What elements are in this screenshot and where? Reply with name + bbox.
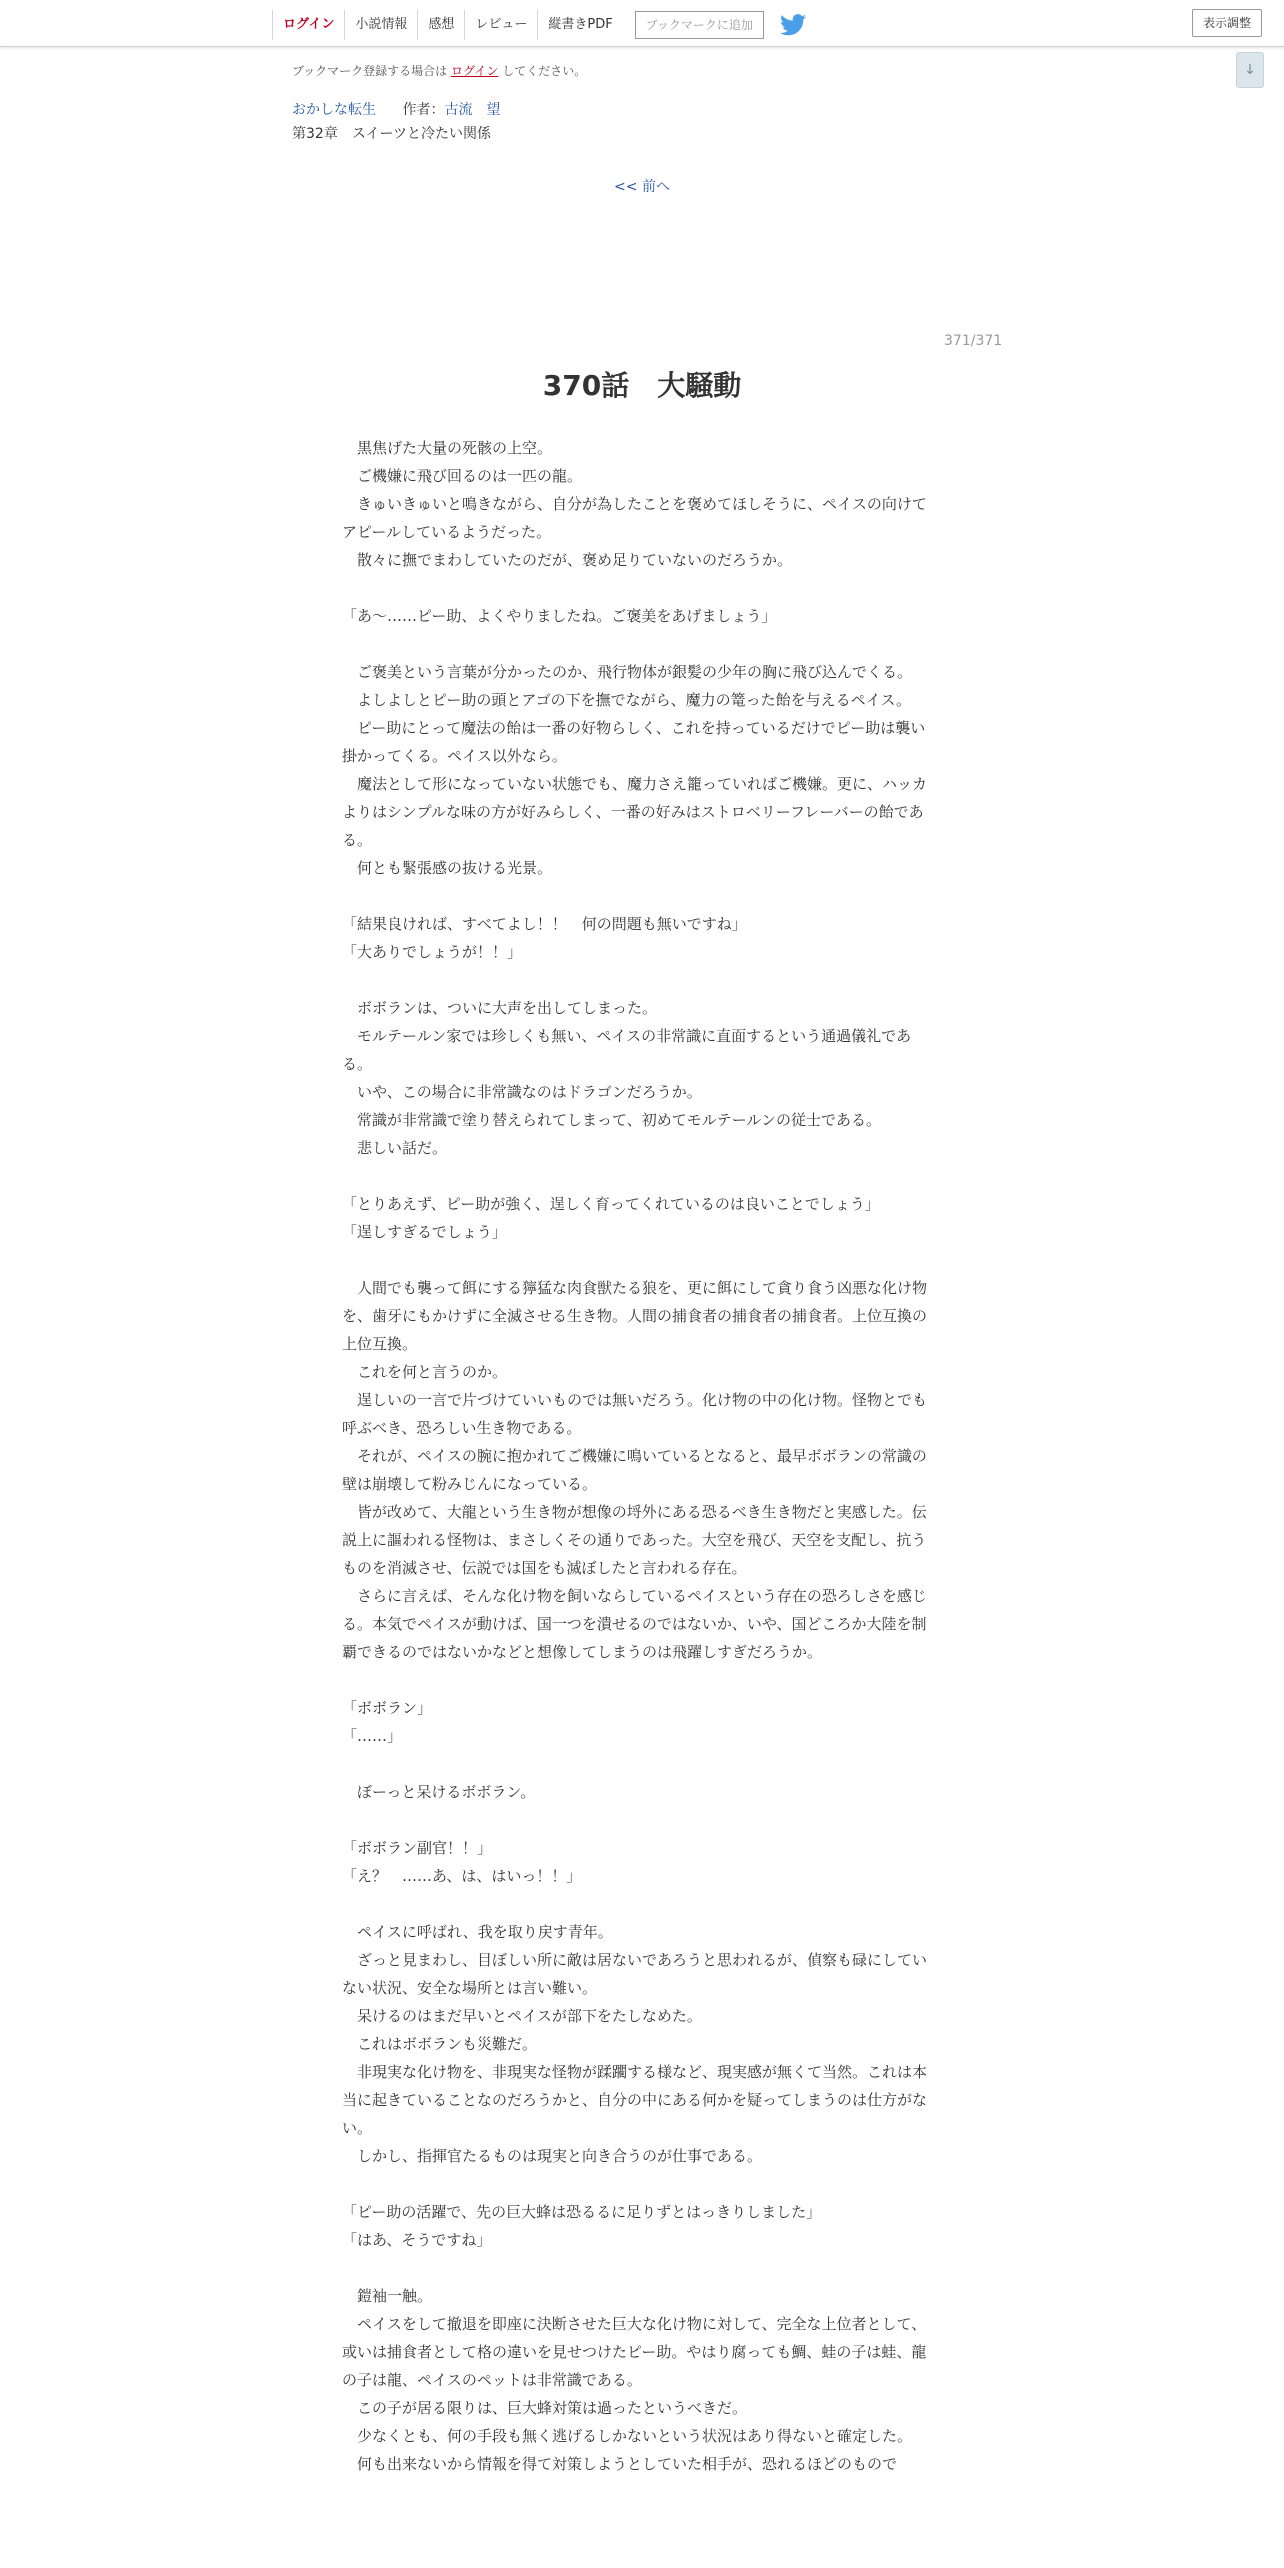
body-paragraph: 「はあ、そうですね」 bbox=[342, 2231, 492, 2249]
bookmark-login-note bbox=[292, 62, 586, 79]
series-title-link[interactable]: おかしな転生 bbox=[292, 102, 376, 118]
body-paragraph: これはボボランも災難だ。 bbox=[342, 2035, 538, 2053]
episode-title: 370話 大騒動 bbox=[542, 369, 742, 402]
novel-title-line bbox=[292, 98, 500, 122]
author-label: 作者： bbox=[402, 102, 445, 118]
body-paragraph: いや、この場合に非常識なのはドラゴンだろうか。 bbox=[342, 1083, 702, 1101]
body-paragraph: 悲しい話だ。 bbox=[342, 1139, 448, 1157]
body-paragraph: 少なくとも、何の手段も無く逃げるしかないという状況はあり得ないと確定した。 bbox=[342, 2427, 913, 2445]
blank-line bbox=[342, 2254, 936, 2282]
nav-vertical-pdf-link[interactable]: 縦書きPDF bbox=[537, 10, 622, 40]
blank-line bbox=[342, 1806, 936, 1834]
body-paragraph: 非現実な化け物を、非現実な怪物が蹂躙する様など、現実感が無くて当然。これは本当に起きていることなのだろうかと、自分の中にある何かを疑ってしまうのは仕方がない。 bbox=[342, 2063, 928, 2137]
body-paragraph: 何とも緊張感の抜ける光景。 bbox=[342, 859, 553, 877]
body-paragraph: それが、ペイスの腕に抱かれてご機嫌に鳴いているとなると、最早ボボランの常識の壁は崩壊して粉みじんになっている。 bbox=[342, 1447, 927, 1493]
body-paragraph: 「とりあえず、ピー助が強く、逞しく育ってくれているのは良いことでしょう」 bbox=[342, 1195, 880, 1213]
body-paragraph: 「ピー助の活躍で、先の巨大蜂は恐るるに足りずとはっきりしました」 bbox=[342, 2203, 822, 2221]
body-paragraph: 黒焦げた大量の死骸の上空。 bbox=[342, 439, 553, 457]
nav-novel-info-link[interactable]: 小説情報 bbox=[344, 10, 417, 40]
body-paragraph: 「あ～……ピー助、よくやりましたね。ご褒美をあげましょう」 bbox=[342, 607, 777, 625]
body-paragraph: きゅいきゅいと鳴きながら、自分が為したことを褒めてほしそうに、ペイスの向けてアピールしているようだった。 bbox=[342, 495, 927, 541]
bookmark-note-login-link[interactable]: ログイン bbox=[451, 64, 499, 78]
previous-episode-link[interactable]: << 前へ bbox=[614, 179, 670, 195]
body-paragraph: 逞しいの一言で片づけていいものでは無いだろう。化け物の中の化け物。怪物とでも呼ぶべき、恐ろしい生き物である。 bbox=[342, 1391, 928, 1437]
body-paragraph: 人間でも襲って餌にする獰猛な肉食獣たる狼を、更に餌にして貪り食う凶悪な化け物を、歯牙にもかけずに全滅させる生き物。人間の捕食者の捕食者の捕食者。上位互換の上位互換。 bbox=[342, 1279, 928, 1353]
episode-body bbox=[342, 434, 936, 2478]
nav-login-link[interactable]: ログイン bbox=[272, 10, 344, 40]
body-paragraph: 「ボボラン副官！！」 bbox=[342, 1839, 493, 1857]
body-paragraph: 常識が非常識で塗り替えられてしまって、初めてモルテールンの従士である。 bbox=[342, 1111, 882, 1129]
add-bookmark-button[interactable]: ブックマークに追加 bbox=[635, 11, 764, 39]
blank-line bbox=[342, 1890, 936, 1918]
display-settings-button[interactable]: 表示調整 bbox=[1192, 9, 1262, 37]
body-paragraph: この子が居る限りは、巨大蜂対策は過ったというべきだ。 bbox=[342, 2399, 748, 2417]
chapter-title: 第32章 スイーツと冷たい関係 bbox=[292, 126, 491, 142]
scroll-down-button[interactable]: ↓ bbox=[1236, 52, 1264, 88]
bookmark-note-text: ブックマーク登録する場合は bbox=[292, 64, 448, 78]
body-paragraph: ペイスをして撤退を即座に決断させた巨大な化け物に対して、完全な上位者として、或いは捕食者として格の違いを見せつけたピー助。やはり腐っても鯛、蛙の子は蛙、龍の子は龍、ペイスのペットは非常識である。 bbox=[342, 2315, 927, 2389]
blank-line bbox=[342, 882, 936, 910]
blank-line bbox=[342, 1750, 936, 1778]
body-paragraph: 「大ありでしょうが！！」 bbox=[342, 943, 523, 961]
body-paragraph: 「結果良ければ、すべてよし！！ 何の問題も無いですね」 bbox=[342, 915, 747, 933]
body-paragraph: 魔法として形になっていない状態でも、魔力さえ籠っていればご機嫌。更に、ハッカよりはシンプルな味の方が好みらしく、一番の好みはストロベリーフレーバーの飴である。 bbox=[342, 775, 928, 849]
author-link[interactable]: 古流 望 bbox=[444, 102, 501, 118]
top-navigation-bar bbox=[0, 0, 1284, 47]
episode-counter: 371/371 bbox=[944, 333, 1003, 349]
body-paragraph: ボボランは、ついに大声を出してしまった。 bbox=[342, 999, 658, 1017]
body-paragraph: ご褒美という言葉が分かったのか、飛行物体が銀髪の少年の胸に飛び込んでくる。 bbox=[342, 663, 913, 681]
body-paragraph: よしよしとピー助の頭とアゴの下を撫でながら、魔力の篭った飴を与えるペイス。 bbox=[342, 691, 911, 709]
body-paragraph: 鎧袖一触。 bbox=[342, 2287, 433, 2305]
body-paragraph: 「逞しすぎるでしょう」 bbox=[342, 1223, 507, 1241]
blank-line bbox=[342, 1666, 936, 1694]
body-paragraph: 呆けるのはまだ早いとペイスが部下をたしなめた。 bbox=[342, 2007, 702, 2025]
body-paragraph: ペイスに呼ばれ、我を取り戻す青年。 bbox=[342, 1923, 613, 1941]
body-paragraph: 皆が改めて、大龍という生き物が想像の埒外にある恐るべき生き物だと実感した。伝説上に謳われる怪物は、まさしくその通りであった。大空を飛び、天空を支配し、抗うものを消滅させ、伝説では国をも滅ぼしたと言われる存在。 bbox=[342, 1503, 927, 1577]
body-paragraph: 「え？ ……あ、は、はいっ！！」 bbox=[342, 1867, 582, 1885]
novel-meta bbox=[292, 98, 500, 146]
body-paragraph: ぼーっと呆けるボボラン。 bbox=[342, 1783, 536, 1801]
body-paragraph: これを何と言うのか。 bbox=[342, 1363, 508, 1381]
body-paragraph: しかし、指揮官たるものは現実と向き合うのが仕事である。 bbox=[342, 2147, 763, 2165]
bookmark-note-text-after: してください。 bbox=[502, 64, 587, 78]
body-paragraph: ご機嫌に飛び回るのは一匹の龍。 bbox=[342, 467, 583, 485]
twitter-bird-icon[interactable] bbox=[780, 14, 806, 36]
blank-line bbox=[342, 2170, 936, 2198]
body-paragraph: モルテールン家では珍しくも無い、ペイスの非常識に直面するという通過儀礼である。 bbox=[342, 1027, 912, 1073]
blank-line bbox=[342, 966, 936, 994]
body-paragraph: ピー助にとって魔法の飴は一番の好物らしく、これを持っているだけでピー助は襲い掛かってくる。ペイス以外なら。 bbox=[342, 719, 926, 765]
blank-line bbox=[342, 630, 936, 658]
nav-review-link[interactable]: レビュー bbox=[464, 10, 537, 40]
body-paragraph: さらに言えば、そんな化け物を飼いならしているペイスという存在の恐ろしさを感じる。本気でペイスが動けば、国一つを潰せるのではないか、いや、国どころか大陸を制覇できるのではないかなどと想像してしまうのは飛躍しすぎだろうか。 bbox=[342, 1587, 927, 1661]
nav-impressions-link[interactable]: 感想 bbox=[417, 10, 464, 40]
blank-line bbox=[342, 1162, 936, 1190]
body-paragraph: 散々に撫でまわしていたのだが、褒め足りていないのだろうか。 bbox=[342, 551, 793, 569]
nav-menu bbox=[272, 10, 806, 40]
body-paragraph: ざっと見まわし、目ぼしい所に敵は居ないであろうと思われるが、偵察も碌にしていない状況、安全な場所とは言い難い。 bbox=[342, 1951, 928, 1997]
body-paragraph: 何も出来ないから情報を得て対策しようとしていた相手が、恐れるほどのもので bbox=[342, 2455, 898, 2473]
blank-line bbox=[342, 1246, 936, 1274]
body-paragraph: 「ボボラン」 bbox=[342, 1699, 433, 1717]
blank-line bbox=[342, 574, 936, 602]
body-paragraph: 「……」 bbox=[342, 1727, 403, 1745]
